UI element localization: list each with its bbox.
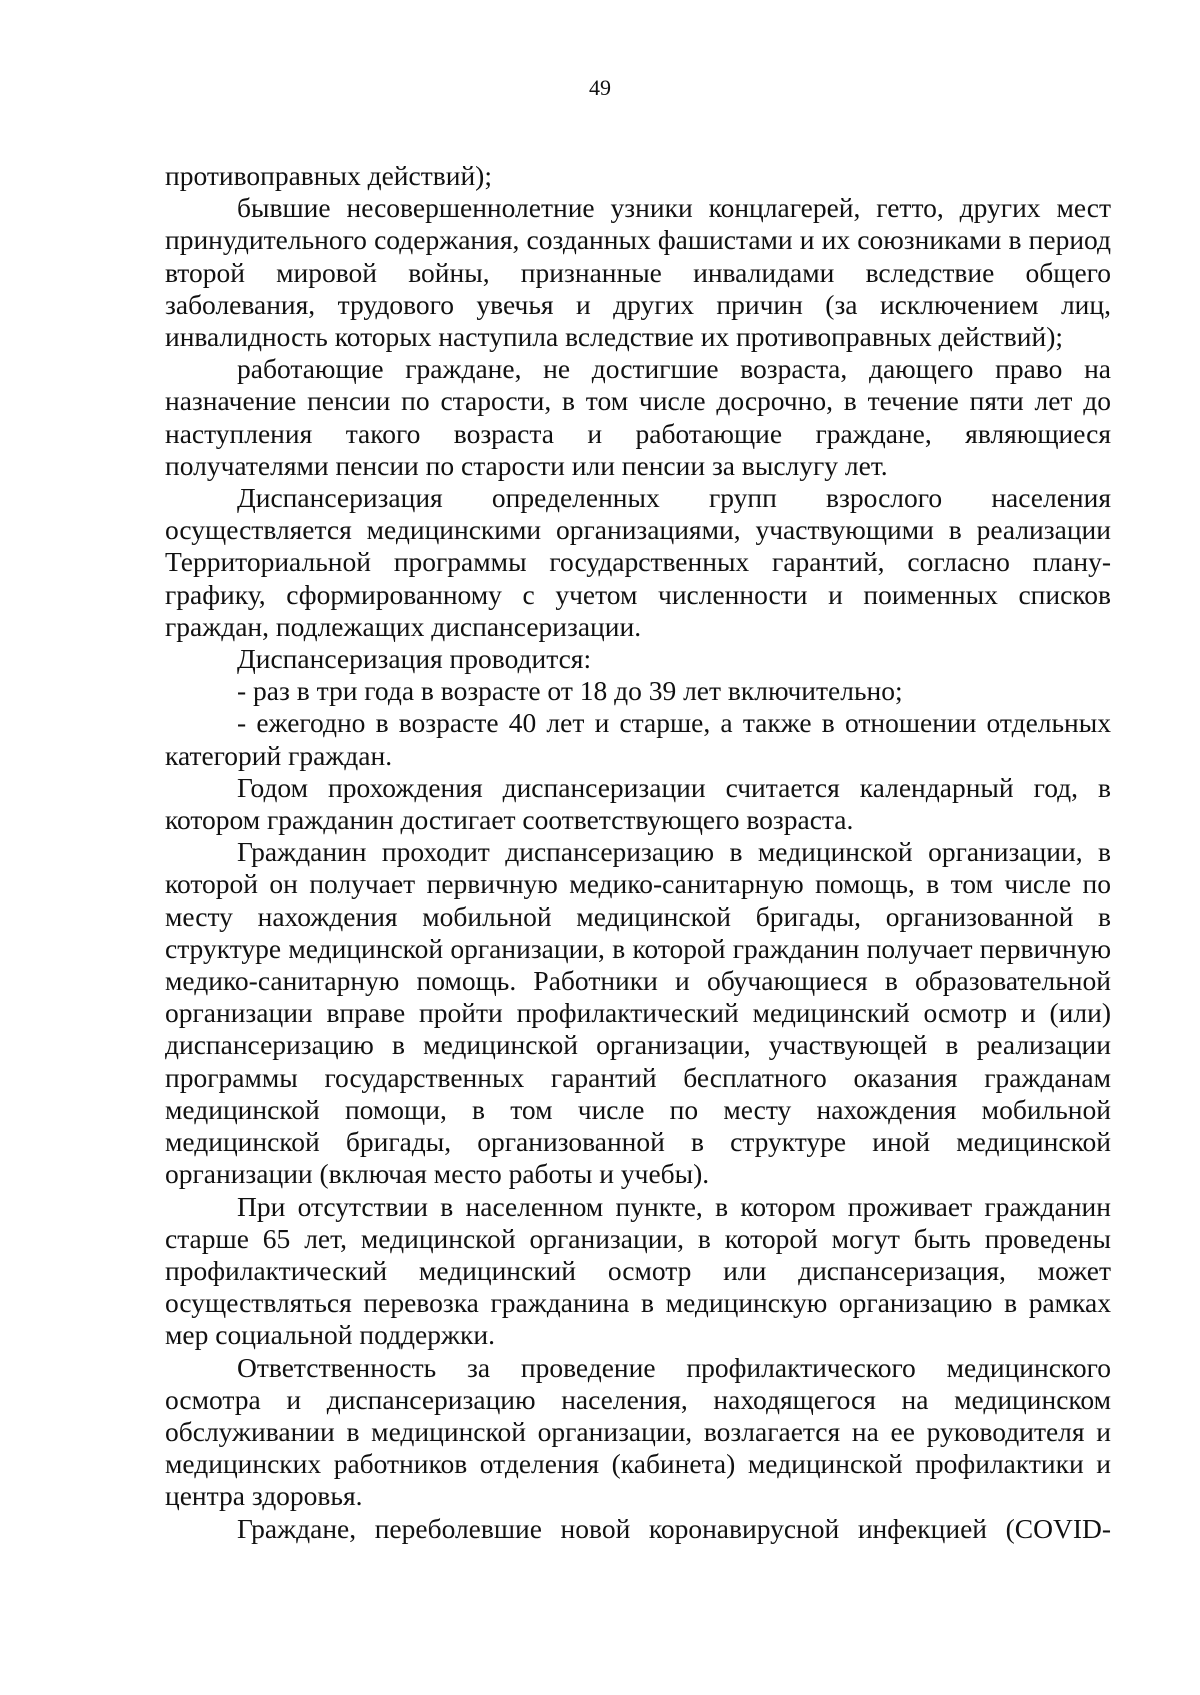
list-item-annually: - ежегодно в возрасте 40 лет и старше, а также в отношении отдельных категорий граждан. bbox=[165, 707, 1111, 771]
paragraph-continuation: противоправных действий); bbox=[165, 160, 492, 191]
paragraph-former-prisoners: бывшие несовершеннолетние узники концлагерей, гетто, других мест принудительного содержания, созданных фашистами и их союзниками в период второй мировой войны, признанные инвалидами вследствие общего заболевания, трудового увечья и других причин (за исключением лиц, инвалидность которых наступила вследствие их противоправных действий); bbox=[165, 192, 1111, 353]
paragraph-dispensarization-conducted: Диспансеризация проводится: bbox=[237, 643, 592, 675]
paragraph-responsibility: Ответственность за проведение профилактического медицинского осмотра и диспансеризацию населения, находящегося на медицинском обслуживании в медицинской организации, возлагается на ее руководителя и медицинских работников отделения (кабинета) медицинской профилактики и центра здоровья. bbox=[165, 1351, 1111, 1512]
page-number: 49 bbox=[589, 75, 611, 100]
document-body bbox=[165, 160, 1111, 1545]
list-item-every-three-years: - раз в три года в возрасте от 18 до 39 лет включительно; bbox=[237, 675, 903, 707]
paragraph-dispensarization-organizations: Диспансеризация определенных групп взрослого населения осуществляется медицинскими организациями, участвующими в реализации Территориальной программы государственных гарантий, согласно плану-графику, сформированному с учетом численности и поименных списков граждан, подлежащих диспансеризации. bbox=[165, 482, 1111, 642]
paragraph-covid-start: Граждане, переболевшие новой коронавирусной инфекцией (COVID- bbox=[237, 1512, 1111, 1544]
paragraph-calendar-year: Годом прохождения диспансеризации считается календарный год, в котором гражданин достигает соответствующего возраста. bbox=[165, 771, 1111, 836]
paragraph-working-citizens: работающие граждане, не достигшие возраста, дающего право на назначение пенсии по старости, в том числе досрочно, в течение пяти лет до наступления такого возраста и работающие граждане, являющиеся получателями пенсии по старости или пенсии за выслугу лет. bbox=[165, 353, 1111, 481]
paragraph-transport-over-65: При отсутствии в населенном пункте, в котором проживает гражданин старше 65 лет, медицинской организации, в которой могут быть проведены профилактический медицинский осмотр или диспансеризация, может осуществляться перевозка гражданина в медицинскую организацию в рамках мер социальной поддержки. bbox=[165, 1190, 1111, 1351]
paragraph-where-citizen-passes: Гражданин проходит диспансеризацию в медицинской организации, в которой он получает первичную медико-санитарную помощь, в том числе по месту нахождения мобильной медицинской бригады, организованной в структуре медицинской организации, в которой гражданин получает первичную медико-санитарную помощь. Работники и обучающиеся в образовательной организации вправе пройти профилактический медицинский осмотр и (или) диспансеризацию в медицинской организации, участвующей в реализации программы государственных гарантий бесплатного оказания гражданам медицинской помощи, в том числе по месту нахождения мобильной медицинской бригады, организованной в структуре иной медицинской организации (включая место работы и учебы). bbox=[165, 836, 1111, 1190]
